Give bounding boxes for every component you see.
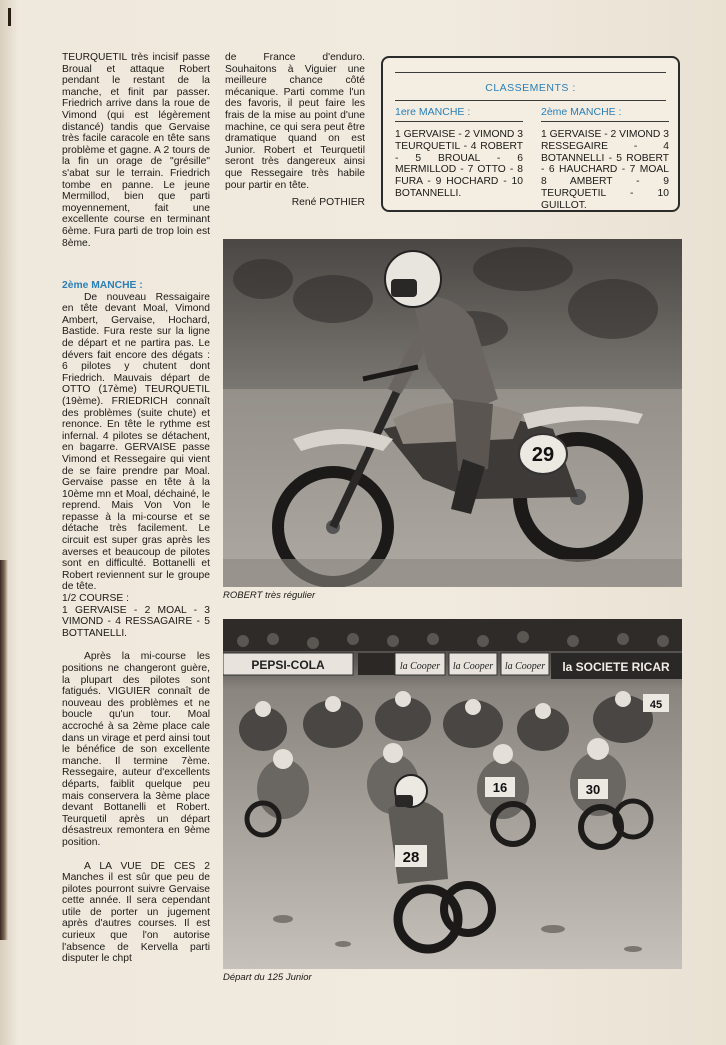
photo-robert-rider bbox=[223, 239, 682, 587]
photo-robert-illustration bbox=[223, 239, 682, 587]
manche2-heading: 2ème MANCHE : bbox=[62, 280, 143, 291]
bike-number-30: 30 bbox=[585, 782, 601, 797]
bike-number-29: 29 bbox=[531, 444, 555, 466]
bike-number-16: 16 bbox=[492, 780, 508, 795]
bike-number-45: 45 bbox=[649, 699, 663, 711]
photo2-caption: Départ du 125 Junior bbox=[223, 972, 312, 983]
manche2-paragraph-1: De nouveau Ressaigaire en tête devant Moal, Vimond Ambert, Gervaise, Hochard, Bastide. Fura reste sur la ligne de départ et ne partira pas. Le dévers fait encore des dégats : 6 pilotes y chutent dont Friedrich. Mauvais départ de OTTO (17ème) TEURQUETIL (19ème). FRIEDRICH connaît des problèmes (suite chute) et renonce. En tête le rythme est infernal. 4 pilotes se détachent, en bagarre. GERVAISE passe Vimond et Ressegaire qui vient de se faire prendre par Moal. Gervaise passe en tête à la 10ème mn et Moal, déchainé, le reprend. Mais Von Von le repasse à la mi-course et se détache très facilement. Le circuit est super gras après les averses et beaucoup de pilotes sont en difficulté. Bottanelli et Robert reviennent sur le groupe de tête. bbox=[62, 291, 210, 593]
banner-cooper-2: la Cooper bbox=[452, 661, 494, 672]
article-column-2 bbox=[225, 52, 365, 209]
half-course-label: 1/2 COURSE : bbox=[62, 593, 129, 605]
page-edge-mark bbox=[8, 8, 11, 26]
manche2-results-column bbox=[541, 106, 669, 212]
classements-title: CLASSEMENTS : bbox=[485, 82, 576, 94]
banner-cooper-1: la Cooper bbox=[399, 661, 441, 672]
photo1-caption: ROBERT très régulier bbox=[223, 590, 316, 601]
manche1-results-column bbox=[395, 106, 523, 200]
box-top-rule bbox=[395, 72, 666, 73]
article-paragraph-conclusion: de France d'enduro. Souhaitons à Viguier une meilleure chance côté mécanique. Parti comme l'un des favoris, il peut faire les frais de la mise au point d'une machine, ce qui sera peut être dramatique quand on est Junior. Robert et Teurquetil seront très dangereux ainsi que Ressegaire très habile pour partir en tête. bbox=[225, 52, 365, 191]
banner-cooper-3: la Cooper bbox=[504, 661, 546, 672]
manche2-results: 1 GERVAISE - 2 VIMOND 3 RESSEGAIRE - 4 BOTANNELLI - 5 ROBERT - 6 HAUCHARD - 7 MOAL 8 AMBERT - 9 TEURQUETIL - 10 GUILLOT. bbox=[541, 129, 669, 211]
manche2-paragraph-3: A LA VUE DE CES 2 Manches il est sûr que peu de pilotes pourront suivre Gervaise cette année. Il sera cependant utile de porter un jugement après d'autres courses. Il est curieux que l'on autorise l'absence de Kervella parti disputer le chpt bbox=[62, 860, 210, 965]
page-edge-shadow bbox=[0, 560, 8, 940]
classements-box bbox=[381, 56, 680, 212]
article-paragraph-manche1-end: TEURQUETIL très incisif passe Broual et attaque Robert pendant le restant de la manche, et finit par passer. Friedrich arrive dans la roue de Vimond (qui est légèrement distancé) tandis que Gervaise très facile caracole en tête sans problème et gagne. A 2 tours de la fin un orage de "grésille" s'abat sur le terrain. Friedrich tombe en panne. Le jeune Mermillod, bien que parti moyennement, fait une excellente course en terminant 6ème. Fura parti de trop loin est 8ème. bbox=[62, 52, 210, 249]
manche1-results: 1 GERVAISE - 2 VIMOND 3 TEURQUETIL - 4 ROBERT - 5 BROUAL - 6 MERMILLOD - 7 OTTO - 8 FURA - 9 HOCHARD - 10 BOTANNELLI. bbox=[395, 129, 523, 199]
manche1-label: 1ere MANCHE : bbox=[395, 106, 523, 122]
banner-pepsi: PEPSI-COLA bbox=[251, 658, 325, 672]
article-column-1-manche2 bbox=[62, 280, 210, 965]
bike-number-28: 28 bbox=[402, 849, 420, 866]
banner-ricard: la SOCIETE RICAR bbox=[562, 660, 670, 674]
photo-race-start bbox=[223, 619, 682, 969]
box-title-rule bbox=[395, 100, 666, 101]
article-column-1 bbox=[62, 52, 210, 249]
manche2-label: 2ème MANCHE : bbox=[541, 106, 669, 122]
author-signature: René POTHIER bbox=[291, 197, 365, 209]
manche2-paragraph-2: Après la mi-course les positions ne changeront guère, la plupart des pilotes sont fatigués. VIGUIER connaît de nouveau des problèmes et ne boucle qu'un tour. Moal accroché à sa 2ème place cale dans un virage et perd ainsi tout le bénéfice de son excellente manche. Il termine 7ème. Ressegaire, auteur d'excellents départs, faiblit quelque peu mais conservera la 3ème place devant Bottanelli et Robert. Teurquetil après un départ désastreux remontera en 9ème position. bbox=[62, 651, 210, 848]
half-course-result: 1 GERVAISE - 2 MOAL - 3 VIMOND - 4 RESSAGAIRE - 5 BOTTANELLI. bbox=[62, 604, 210, 639]
photo-race-start-illustration bbox=[223, 619, 682, 969]
